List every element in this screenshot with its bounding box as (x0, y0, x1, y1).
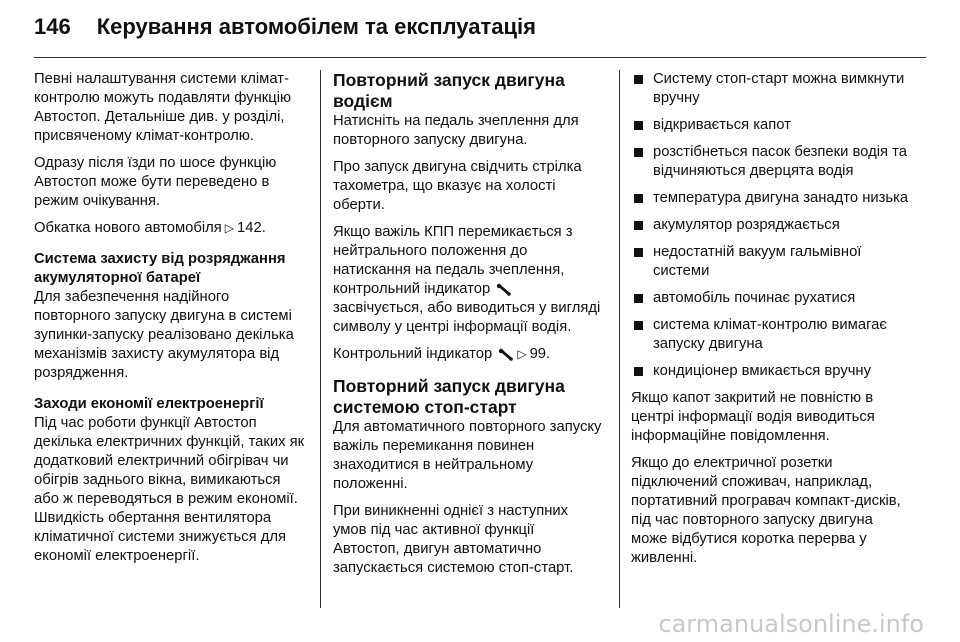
paragraph: Для забезпечення надійного повторного запуску двигуна в системі зупинки-запуску реалізовано декілька механізмів захисту акумулятора від розрядження. (34, 289, 294, 381)
bullet-square-icon (634, 321, 643, 330)
list-item: кондиціонер вмикається вручну (631, 362, 909, 381)
service-wrench-icon (496, 282, 512, 296)
list-item: недостатній вакуум гальмівної системи (631, 243, 909, 281)
page-header (34, 14, 536, 48)
paragraph: Якщо до електричної розетки підключений споживач, наприклад, портативний програвач компакт-дисків, під час повторного запуску двигуна може відбутися коротка перерва у живленні. (631, 455, 901, 566)
page-title: Керування автомобілем та експлуатація (96, 14, 536, 39)
column-middle (333, 70, 605, 586)
paragraph-text: засвічується, або виводиться у вигляді символу у центрі інформації водія. (333, 300, 601, 335)
bullet-square-icon (634, 294, 643, 303)
column-divider (320, 70, 321, 608)
list-item: Систему стоп-старт можна вимкнути вручну (631, 70, 909, 108)
paragraph-text: Контрольний індикатор (333, 346, 493, 362)
bullet-square-icon (634, 194, 643, 203)
paragraph-text: Обкатка нового автомобіля (34, 220, 222, 236)
column-left (34, 70, 306, 574)
column-right (631, 70, 909, 576)
paragraph (333, 223, 605, 337)
page-reference-link[interactable]: 99. (529, 346, 551, 362)
paragraph: Про запуск двигуна свідчить стрілка тахометра, що вказує на холості оберти. (333, 159, 582, 213)
paragraph: Для автоматичного повторного запуску важіль перемикання повинен знаходитися в нейтральному положенні. (333, 419, 602, 492)
section-heading: Повторний запуск двигуна водієм (333, 70, 565, 111)
page-number: 146 (34, 14, 71, 39)
list-item: розстібнеться пасок безпеки водія та відчиняються дверцята водія (631, 143, 909, 181)
list-item: система клімат-контролю вимагає запуску двигуна (631, 316, 909, 354)
service-wrench-icon (498, 347, 514, 361)
paragraph-text: Якщо важіль КПП перемикається з нейтрального положення до натискання на педаль зчеплення, контрольний індикатор (333, 224, 573, 297)
list-item: температура двигуна занадто низька (631, 189, 909, 208)
paragraph: Певні налаштування системи клімат-контролю можуть подавляти функцію Автостоп. Детальніше див. у розділі, присвяченому клімат-контролю. (34, 71, 292, 144)
bullet-square-icon (634, 75, 643, 84)
paragraph: При виникненні однієї з наступних умов під час активної функції Автостоп, двигун автоматично запускається системою стоп-старт. (333, 503, 574, 576)
bullet-square-icon (634, 221, 643, 230)
list-item: відкривається капот (631, 116, 909, 135)
paragraph: Натисніть на педаль зчеплення для повторного запуску двигуна. (333, 113, 579, 148)
triangle-right-icon: ▷ (224, 221, 234, 235)
paragraph: Якщо капот закритий не повністю в центрі інформації водія виводиться інформаційне повідомлення. (631, 390, 875, 444)
paragraph: Одразу після їзди по шосе функцію Автостоп може бути переведено в режим очікування. (34, 155, 277, 209)
paragraph (333, 345, 605, 364)
section-heading: Повторний запуск двигуна системою стоп-старт (333, 376, 565, 417)
bullet-square-icon (634, 367, 643, 376)
bullet-square-icon (634, 148, 643, 157)
triangle-right-icon: ▷ (517, 347, 527, 361)
column-divider (619, 70, 620, 608)
list-item: автомобіль починає рухатися (631, 289, 909, 308)
page-reference-link[interactable]: 142. (237, 220, 266, 236)
list-item: акумулятор розряджається (631, 216, 909, 235)
header-rule (34, 57, 926, 58)
paragraph (34, 219, 306, 238)
paragraph: Під час роботи функції Автостоп декілька електричних функцій, таких як додатковий електричний обігрівач чи обігрів заднього вікна, вимикаються або ж переводяться в режим економії. Швидкість обертання вентилятора кліматичної системи знижується для економії електроенергії. (34, 415, 305, 564)
watermark: carmanualsonline.info (658, 610, 924, 638)
bullet-square-icon (634, 248, 643, 257)
condition-list (631, 70, 909, 381)
section-heading: Заходи економії електроенергії (34, 396, 264, 412)
bullet-square-icon (634, 121, 643, 130)
section-heading: Система захисту від розряджання акумуляторної батареї (34, 251, 286, 286)
